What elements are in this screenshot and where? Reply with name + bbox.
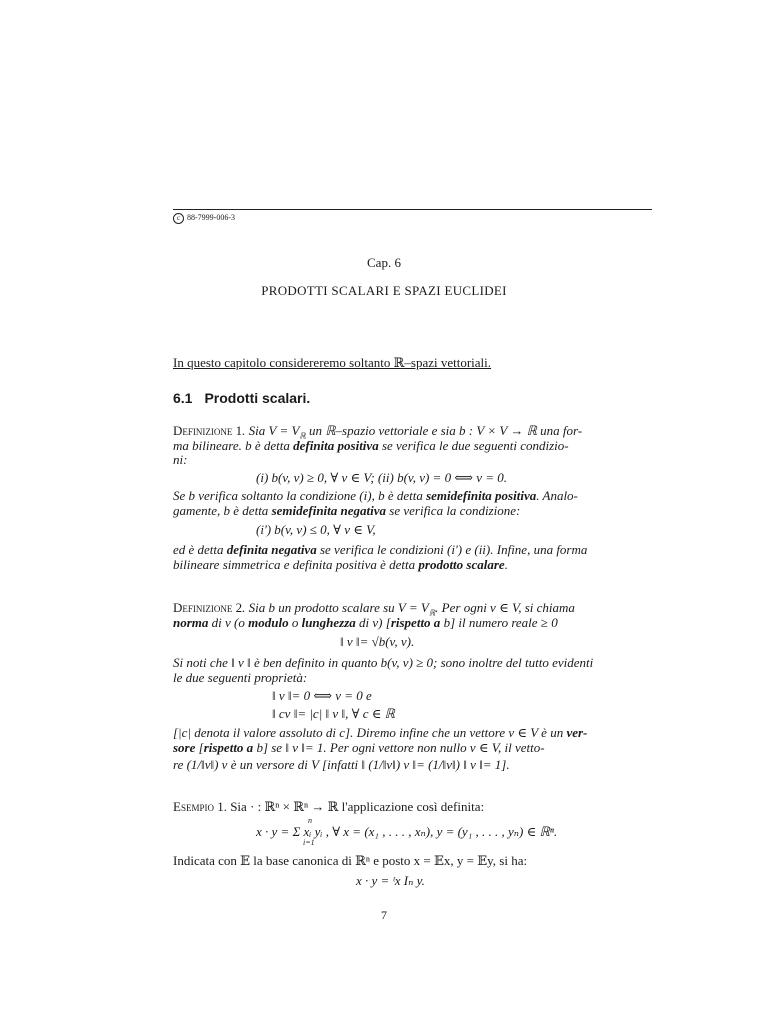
esempio-formula-1: x · y = Σ xᵢ yᵢ , ∀ x = (x₁ , . . . , xₙ), y = (y₁ , . . . , yₙ) ∈ ℝⁿ. (256, 824, 558, 839)
def2-line-5 (173, 725, 587, 740)
def2-line-3: Si noti che ‖ v ‖ è ben definito in quanto b(v, v) ≥ 0; sono inoltre del tutto evidenti (173, 655, 594, 670)
def1-line-5 (173, 488, 578, 503)
chapter-intro: In questo capitolo considereremo soltanto ℝ–spazi vettoriali. (173, 355, 492, 370)
def2-line-6 (173, 740, 545, 755)
esempio-text-a: . Sia · : ℝⁿ × ℝⁿ → ℝ l'applicazione così definita: (223, 799, 485, 814)
def1-line-6 (173, 503, 520, 518)
def1-line-2 (173, 438, 569, 453)
term-semidefinita-positiva: semidefinita positiva (426, 488, 537, 503)
term-versore-b: sore (173, 740, 196, 755)
esempio-line-2: Indicata con 𝔼 la base canonica di ℝⁿ e posto x = 𝔼x, y = 𝔼y, si ha: (173, 853, 528, 868)
def1-text-k: bilineare simmetrica e definita positiva è detta (173, 557, 419, 572)
isbn-text: 88-7999-006-3 (187, 213, 235, 222)
def1-line-3: ni: (173, 452, 188, 467)
term-semidefinita-negativa: semidefinita negativa (271, 503, 387, 518)
term-definita-negativa: definita negativa (226, 542, 317, 557)
def2-line-7: re (1/‖v‖) v è un versore di V [infatti ‖ (1/‖v‖) v ‖= (1/‖v‖) ‖ v ‖= 1]. (173, 757, 510, 772)
def2-text-f: b] il numero reale ≥ 0 (440, 615, 558, 630)
def1-label: Definizione 1 (173, 423, 243, 438)
def1-text-b: un ℝ–spazio vettoriale e sia b : V × V → ℝ una for- (305, 423, 583, 438)
sum-upper-limit: n (308, 816, 312, 825)
def2-norm-formula: ‖ v ‖= √b(v, v). (340, 634, 415, 649)
def1-line-9 (173, 557, 508, 572)
term-definita-positiva: definita positiva (293, 438, 379, 453)
term-modulo: modulo (248, 615, 289, 630)
copyright-icon: c (173, 213, 184, 224)
esempio-formula-2: x · y = ᵗx Iₙ y. (356, 873, 425, 888)
term-norma: norma (173, 615, 209, 630)
def1-text-l: . (504, 557, 508, 572)
chapter-title: PRODOTTI SCALARI E SPAZI EUCLIDEI (261, 283, 507, 298)
term-rispetto-a: rispetto a (390, 615, 441, 630)
term-prodotto-scalare: prodotto scalare (418, 557, 505, 572)
def1-text-j: se verifica le condizioni (i') e (ii). Infine, una forma (316, 542, 588, 557)
header-rule (173, 209, 652, 210)
def2-property-2: ‖ cv ‖= |c| ‖ v ‖, ∀ c ∈ ℝ (272, 706, 395, 721)
def1-text-g: gamente, b è detta (173, 503, 272, 518)
def2-text-e: di v) [ (355, 615, 391, 630)
def1-line-8 (173, 542, 587, 557)
def1-text-c: ma bilineare. b è detta (173, 438, 294, 453)
def1-text-e: Se b verifica soltanto la condizione (i), b è detta (173, 488, 427, 503)
def2-line-2 (173, 615, 558, 630)
def2-line-4: le due seguenti proprietà: (173, 670, 308, 685)
esempio-label: Esempio 1 (173, 799, 224, 814)
def1-sub: ℝ (299, 431, 306, 441)
def1-text-d: se verifica le due seguenti condizio- (378, 438, 569, 453)
def2-text-g: [|c| denota il valore assoluto di c]. Diremo infine che un vettore v ∈ V è un (173, 725, 567, 740)
def2-text-b: . Per ogni v ∈ V, si chiama (435, 600, 575, 615)
def1-text-a: . Sia V = V (242, 423, 300, 438)
section-heading (173, 390, 322, 406)
def2-property-1: ‖ v ‖= 0 ⟺ v = 0 e (272, 688, 372, 703)
def1-text-i: ed è detta (173, 542, 227, 557)
def2-text-a: . Sia b un prodotto scalare su V = V (242, 600, 429, 615)
def2-text-d: o (288, 615, 302, 630)
copyright-line (173, 213, 235, 224)
sum-lower-limit: i=1 (303, 838, 315, 847)
def2-text-h: [ (195, 740, 204, 755)
term-rispetto-a-2: rispetto a (203, 740, 254, 755)
chapter-label: Cap. 6 (367, 255, 401, 270)
def2-label: Definizione 2 (173, 600, 243, 615)
def1-condition-i-prime: (i') b(v, v) ≤ 0, ∀ v ∈ V, (256, 522, 376, 537)
def2-sub: ℝ (428, 608, 436, 618)
def1-text-h: se verifica la condizione: (386, 503, 521, 518)
section-number: 6.1 (173, 390, 193, 406)
def1-conditions: (i) b(v, v) ≥ 0, ∀ v ∈ V; (ii) b(v, v) = 0 ⟺ v = 0. (256, 470, 507, 485)
def2-text-c: di v (o (208, 615, 249, 630)
def2-text-i: b] se ‖ v ‖= 1. Per ogni vettore non nullo v ∈ V, il vetto- (253, 740, 545, 755)
page-number: 7 (381, 908, 387, 922)
esempio-line-1 (173, 799, 484, 814)
term-lunghezza: lunghezza (301, 615, 356, 630)
term-versore-a: ver- (566, 725, 588, 740)
section-title: Prodotti scalari. (204, 390, 311, 406)
def1-text-f: . Analo- (536, 488, 578, 503)
